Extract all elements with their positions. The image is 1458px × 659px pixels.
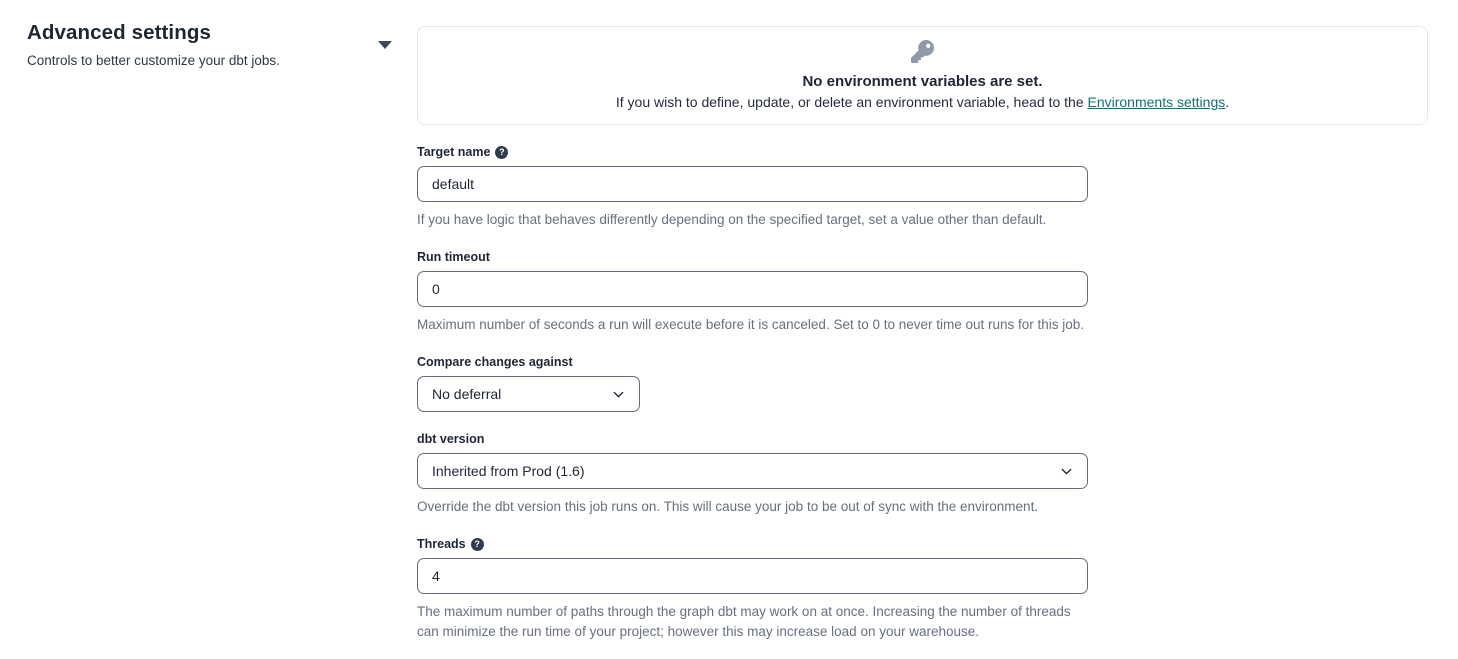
target-name-help-icon[interactable]: ? (495, 146, 508, 159)
run-timeout-helper: Maximum number of seconds a run will execute before it is canceled. Set to 0 to never time out runs for this job. (417, 317, 1085, 332)
run-timeout-label: Run timeout (417, 250, 490, 264)
field-threads (417, 537, 1088, 642)
env-vars-message-suffix: . (1225, 94, 1230, 110)
env-vars-empty-panel (417, 26, 1428, 125)
run-timeout-input[interactable] (417, 271, 1088, 307)
collapse-caret-icon[interactable] (378, 41, 392, 49)
dbt-version-selected-value: Inherited from Prod (1.6) (432, 463, 585, 479)
compare-changes-label-row (417, 355, 1088, 369)
compare-changes-label: Compare changes against (417, 355, 573, 369)
field-run-timeout (417, 250, 1088, 335)
section-header (27, 21, 367, 68)
field-dbt-version (417, 432, 1088, 517)
threads-label: Threads (417, 537, 466, 551)
env-vars-message-prefix: If you wish to define, update, or delete an environment variable, head to the (615, 94, 1088, 110)
dbt-version-helper: Override the dbt version this job runs on. This will cause your job to be out of sync with the environment. (417, 499, 1039, 514)
threads-label-row (417, 537, 1088, 551)
key-icon (911, 40, 934, 63)
threads-help-icon[interactable]: ? (471, 538, 484, 551)
run-timeout-label-row (417, 250, 1088, 264)
chevron-down-icon (1059, 464, 1074, 479)
chevron-down-icon (611, 387, 626, 402)
dbt-version-select[interactable] (417, 453, 1088, 489)
field-compare-changes (417, 355, 1088, 412)
field-target-name (417, 145, 1088, 230)
advanced-settings-form (417, 145, 1088, 642)
page-title: Advanced settings (27, 21, 211, 44)
target-name-label: Target name (417, 145, 491, 159)
target-name-label-row (417, 145, 1088, 159)
env-vars-empty-title: No environment variables are set. (802, 73, 1043, 90)
page-subtitle: Controls to better customize your dbt jobs. (27, 53, 280, 68)
dbt-version-label: dbt version (417, 432, 485, 446)
env-vars-empty-message (438, 94, 1407, 110)
threads-input[interactable] (417, 558, 1088, 594)
compare-changes-select[interactable] (417, 376, 640, 412)
threads-helper: The maximum number of paths through the graph dbt may work on at once. Increasing the number of threads can minimize the run time of your project; however this may increase load on your warehouse. (417, 604, 1071, 639)
environments-settings-link[interactable]: Environments settings (1087, 94, 1226, 110)
settings-content (417, 26, 1428, 659)
target-name-helper: If you have logic that behaves differently depending on the specified target, set a value other than default. (417, 212, 1047, 227)
dbt-version-label-row (417, 432, 1088, 446)
target-name-input[interactable] (417, 166, 1088, 202)
compare-changes-selected-value: No deferral (432, 386, 502, 402)
